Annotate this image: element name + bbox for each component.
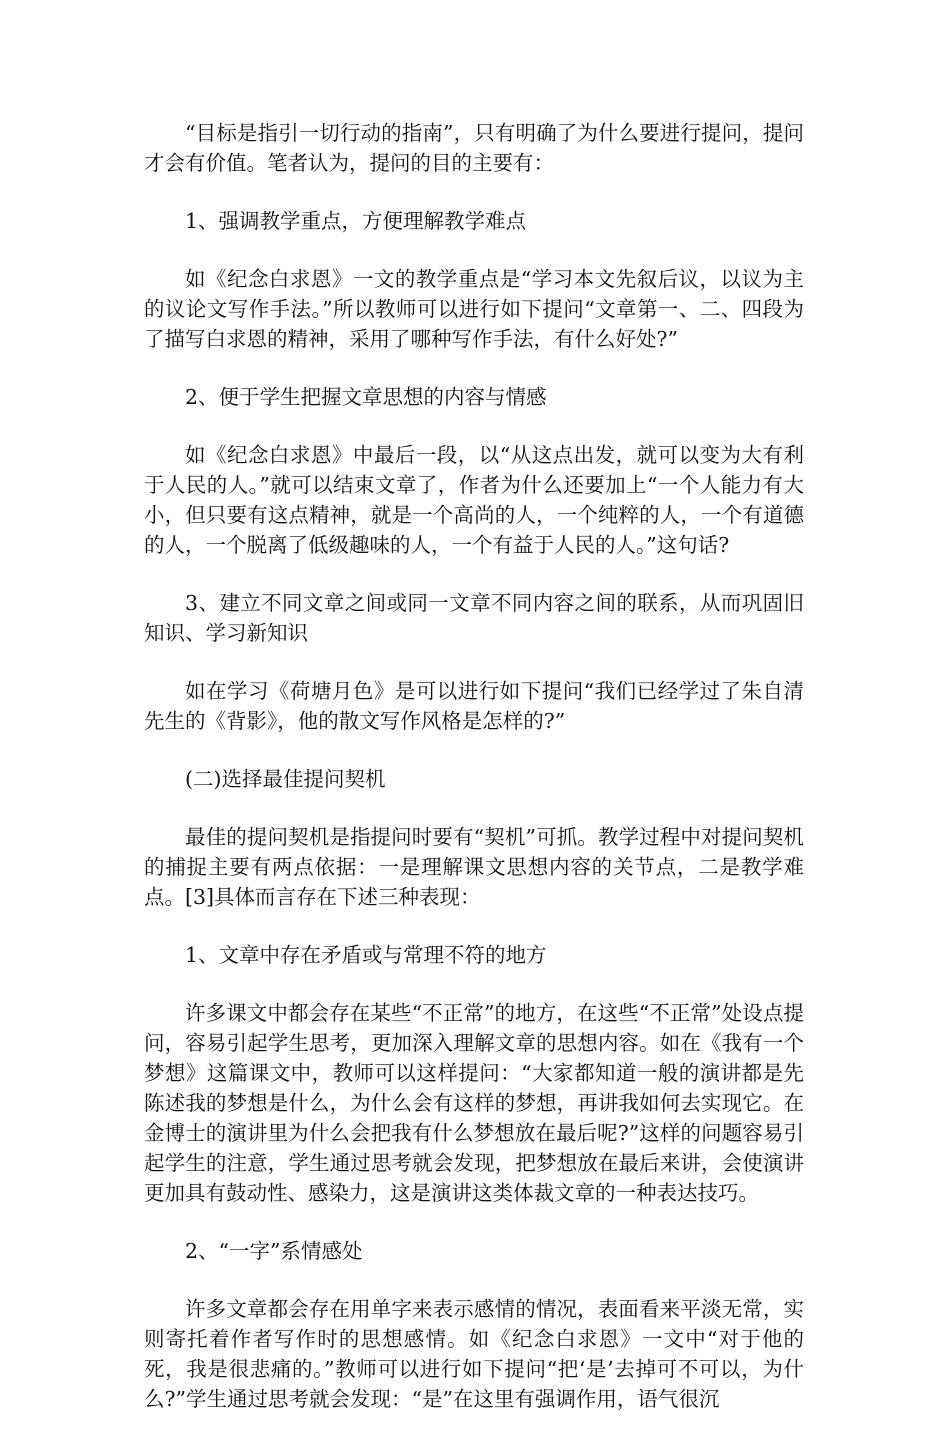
heading-contradictions: 1、文章中存在矛盾或与常理不符的地方: [185, 943, 547, 967]
heading-best-timing: (二)选择最佳提问契机: [185, 767, 386, 791]
paragraph-lotus-pond-example: 如在学习《荷塘月色》是可以进行如下提问“我们已经学过了朱自清先生的《背影》，他的散文写作风格是怎样的?”: [144, 679, 804, 733]
heading-grasp-content-emotion: 2、便于学生把握文章思想的内容与情感: [185, 385, 547, 409]
heading-one-word-emotion: 2、“一字”系情感处: [185, 1239, 363, 1263]
document-page: [144, 118, 804, 1442]
paragraph-bethune-example: 如《纪念白求恩》一文的教学重点是“学习本文先叙后议，以议为主的议论文写作手法。”所以教师可以进行如下提问“文章第一、二、四段为了描写白求恩的精神，采用了哪种写作手法，有什么好处?”: [144, 267, 804, 351]
paragraph-purpose-intro: “目标是指引一切行动的指南”，只有明确了为什么要进行提问，提问才会有价值。笔者认为，提问的目的主要有：: [144, 121, 804, 175]
paragraph-bethune-last-section: 如《纪念白求恩》中最后一段，以“从这点出发，就可以变为大有利于人民的人。”就可以结束文章了，作者为什么还要加上“一个人能力有大小，但只要有这点精神，就是一个高尚的人，一个纯粹的人，一个有道德的人，一个脱离了低级趣味的人，一个有益于人民的人。”这句话?: [144, 443, 804, 557]
paragraph-dream-speech-example: 许多课文中都会存在某些“不正常”的地方，在这些“不正常”处设点提问，容易引起学生思考，更加深入理解文章的思想内容。如在《我有一个梦想》这篇课文中，教师可以这样提问：“大家都知道一般的演讲都是先陈述我的梦想是什么，为什么会有这样的梦想，再讲我如何去实现它。在金博士的演讲里为什么会把我有什么梦想放在最后呢?”这样的问题容易引起学生的注意，学生通过思考就会发现，把梦想放在最后来讲，会使演讲更加具有鼓动性、感染力，这是演讲这类体裁文章的一种表达技巧。: [144, 1001, 804, 1205]
paragraph-best-timing-definition: 最佳的提问契机是指提问时要有“契机”可抓。教学过程中对提问契机的捕捉主要有两点依据：一是理解课文思想内容的关节点，二是教学难点。[3]具体而言存在下述三种表现：: [144, 825, 804, 909]
heading-build-connections: 3、建立不同文章之间或同一文章不同内容之间的联系，从而巩固旧知识、学习新知识: [144, 591, 804, 645]
heading-emphasize-key-points: 1、强调教学重点，方便理解教学难点: [185, 209, 527, 233]
paragraph-one-word-example: 许多文章都会存在用单字来表示感情的情况，表面看来平淡无常，实则寄托着作者写作时的思想感情。如《纪念白求恩》一文中“对于他的死，我是很悲痛的。”教师可以进行如下提问“把‘是’去掉可不可以，为什么?”学生通过思考就会发现：“是”在这里有强调作用，语气很沉: [144, 1297, 804, 1411]
